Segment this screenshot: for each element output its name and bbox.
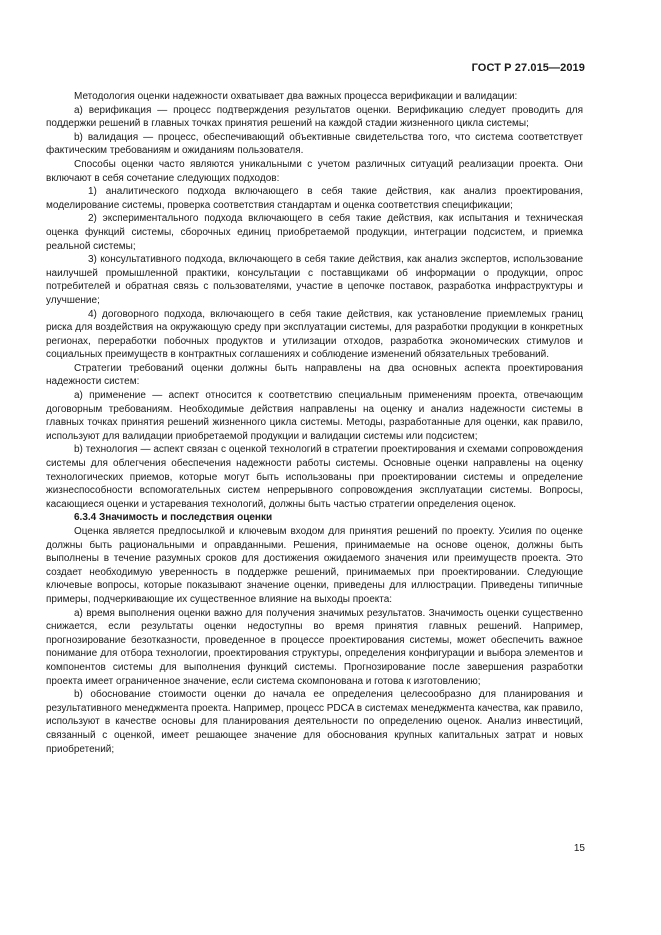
paragraph-assessment-methods: Способы оценки часто являются уникальными с учетом различных ситуаций реализации проекта. Они включают в себя сочетание следующих подходов:: [46, 158, 583, 184]
list-item-timing: a) время выполнения оценки важно для получения значимых результатов. Значимость оценки существенно снижается, если результаты оценки недоступны во время принятия главных решений. Например, прогнозирование безотказности, проведенное в процессе проектирования системы, может обеспечить важное понимание для отбора технологии, проектирования структуры, определения конфигурации и выбора элементов и компонентов системы для выполнения функций системы. Прогнозирование после завершения разработки проекта имеет ограниченное значение, если система скомпонована и готова к изготовлению;: [46, 607, 583, 687]
paragraph-methodology: Методология оценки надежности охватывает два важных процесса верификации и валидации:: [74, 91, 518, 102]
document-body: [46, 90, 583, 756]
paragraph-assessment-significance: Оценка является предпосылкой и ключевым входом для принятия решений по проекту. Усилия по оценке должны быть рациональными и оправданными. Решения, принимаемые на основе оценок, должны быть выполнены в течение разумных сроков для достижения ожидаемого значения или преимуществ проекта. Это создает необходимую уверенность в поддержке решений, принимаемых при проектировании. Следующие ключевые вопросы, которые показывают значение оценки, приведены для иллюстрации. Приведены типичные примеры, подчеркивающие их существенное влияние на выходы проекта:: [46, 526, 583, 605]
list-item-contractual-approach: 4) договорного подхода, включающего в себя такие действия, как установление приемлемых границ риска для воздействия на окружающую среду при эксплуатации системы, для разработки продукции в конкретных регионах, переработки побочных продуктов и утилизации отходов, разработка экономических стимулов и социальных преимуществ в контрактных соглашениях и соблюдение изменений обязательных требований.: [46, 308, 583, 361]
section-heading-6-3-4: 6.3.4 Значимость и последствия оценки: [74, 512, 273, 524]
list-item-cost-justification: b) обоснование стоимости оценки до начала ее определения целесообразно для планирования и результативного менеджмента проекта. Например, процесс PDCA в системах менеджмента качества, как правило, используют в качестве основы для планирования деятельности по определению оценок. Анализ инвестиций, связанный с оценкой, имеет решающее значение для обоснования крупных капитальных затрат и новых приобретений;: [46, 689, 583, 755]
list-item-verification: a) верификация — процесс подтверждения результатов оценки. Верификацию следует проводить для поддержки решений в главных точках принятия решений на каждой стадии жизненного цикла системы;: [46, 104, 583, 130]
list-item-technology: b) технология — аспект связан с оценкой технологий в стратегии проектирования и схемами сопровождения системы для облегчения обеспечения надежности работы системы. Основные оценки направлены на оценку технологических приемов, которые могут быть использованы при проектировании системы и определение жизнеспособности вспомогательных систем непрерывного сопровождения эксплуатации системы. Вопросы, касающиеся оценки и устаревания технологий, должны быть частью стратегии определения оценок.: [46, 444, 583, 510]
list-item-analytical-approach: 1) аналитического подхода включающего в себя такие действия, как анализ проектирования, моделирование системы, проверка соответствия стандартам и оценка соответствия спецификации;: [46, 186, 583, 211]
paragraph-requirement-strategies: Стратегии требований оценки должны быть направлены на два основных аспекта проектирования надежности систем:: [46, 362, 583, 388]
list-item-experimental-approach: 2) экспериментального подхода включающего в себя такие действия, как испытания и техническая оценка функций системы, сборочных единиц приобретаемой продукции, интеграции подсистем, и приемка реальной системы;: [46, 213, 583, 252]
list-item-consultative-approach: 3) консультативного подхода, включающего в себя такие действия, как анализ экспертов, использование наилучшей промышленной практики, консультации с поставщиками об информации о продукции, опрос потребителей и обратная связь с пользователями, участие в цепочке поставок, разработка инфраструктуры и улучшение;: [46, 254, 583, 306]
list-item-application: a) применение — аспект относится к соответствию специальным применениям проекта, отвечающим договорным требованиям. Необходимые действия направлены на оценку и анализ надежности системы в главных точках принятия решений жизненного цикла системы. Методы, разработанные для оценки, как правило, используют для валидации приобретаемой продукции и валидации системы или подсистем;: [46, 390, 583, 442]
list-item-validation: b) валидация — процесс, обеспечивающий объективные свидетельства того, что система соответствует фактическим требованиям и ожиданиям пользователя.: [46, 131, 583, 157]
document-standard-number: ГОСТ Р 27.015—2019: [471, 62, 585, 74]
page-number: 15: [573, 843, 585, 854]
